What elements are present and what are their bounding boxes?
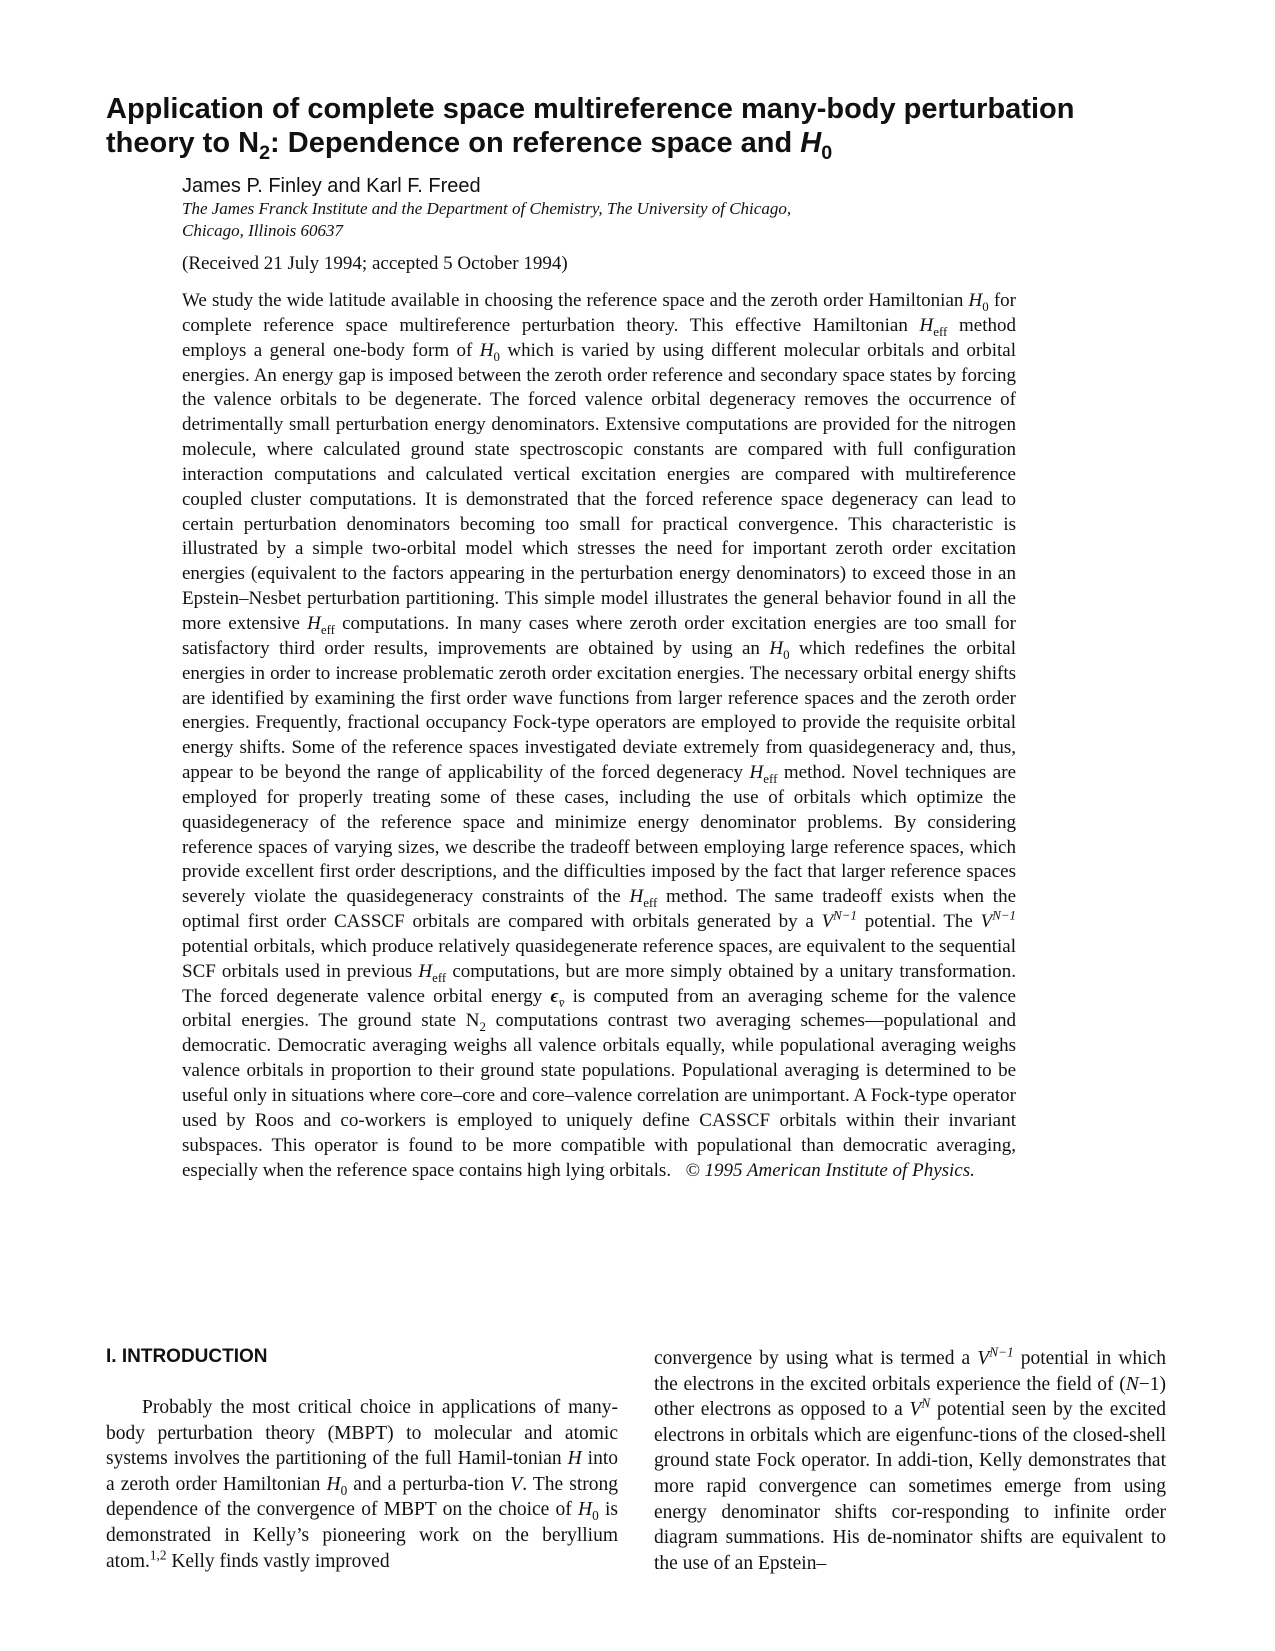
title-line-2: theory to $N_2$: Dependence on reference space and $H_0$ bbox=[106, 127, 833, 164]
citation-ref: 1,2 bbox=[149, 1547, 167, 1563]
intro-right-column: convergence by using what is termed a $V^{N-1}$ potential in which the electrons in the excited orbitals experience the field of (N−1) other electrons as opposed to a $V^N$ potential seen by the excited electrons in orbitals which are eigenfunc-tions of the closed-shell ground state Fock operator. In addi-tion, Kelly demonstrates that more rapid convergence can sometimes emerge from using energy denominator shifts cor-responding to infinite order diagram summations. His de-nominator shifts are equivalent to the use of an Epstein– bbox=[654, 1344, 1166, 1574]
author-list: James P. Finley and Karl F. Freed bbox=[182, 175, 481, 197]
copyright-notice: © 1995 American Institute of Physics. bbox=[685, 1159, 975, 1181]
section-heading: I. INTRODUCTION bbox=[106, 1346, 268, 1367]
paper-title bbox=[106, 92, 1186, 164]
title-line-1: Application of complete space multireference many-body perturbation bbox=[106, 93, 1075, 125]
affiliation: The James Franck Institute and the Department of Chemistry, The University of Chicago, Chicago, Illinois 60637 bbox=[182, 199, 792, 240]
abstract: We study the wide latitude available in choosing the reference space and the zeroth order Hamiltonian $H_0$ for complete reference space multireference perturbation theory. This effective Hamiltonian $H_{eff}$ method employs a general one-body form of $H_0$ which is varied by using different molecular orbitals and orbital energies. An energy gap is imposed between the zeroth order reference and secondary space states by forcing the valence orbitals to be degenerate. The forced valence orbital degeneracy removes the occurrence of detrimentally small perturbation energy denominators. Extensive computations are provided for the nitrogen molecule, where calculated ground state spectroscopic constants are compared with full configuration interaction computations and calculated vertical excitation energies are compared with multireference coupled cluster computations. It is demonstrated that the forced reference space degeneracy can lead to certain perturbation denominators becoming too small for practical convergence. This characteristic is illustrated by a simple two-orbital model which stresses the need for important zeroth order excitation energies (equivalent to the factors appearing in the perturbation energy denominators) to exceed those in an Epstein–Nesbet perturbation partitioning. This simple model illustrates the general behavior found in all the more extensive $H_{eff}$ computations. In many cases where zeroth order excitation energies are too small for satisfactory third order results, improvements are obtained by using an $H_0$ which redefines the orbital energies in order to increase problematic zeroth order excitation energies. The necessary orbital energy shifts are identified by examining the first order wave functions from larger reference spaces and the zeroth order energies. Frequently, fractional occupancy Fock-type operators are employed to provide the requisite orbital energy shifts. Some of the reference spaces investigated deviate extremely from quasidegeneracy and, thus, appear to be beyond the range of applicability of the forced degeneracy $H_{eff}$ method. Novel techniques are employed for properly treating some of these cases, including the use of orbitals which optimize the quasidegeneracy of the reference space and minimize energy denominator problems. By considering reference spaces of varying sizes, we describe the tradeoff between employing large reference spaces, which provide excellent first order descriptions, and the difficulties imposed by the fact that larger reference spaces severely violate the quasidegeneracy constraints of the $H_{eff}$ method. The same tradeoff exists when the optimal first order CASSCF orbitals are compared with orbitals generated by a $V^{N-1}$ potential. The $V^{N-1}$ potential orbitals, which produce relatively quasidegenerate reference spaces, are equivalent to the sequential SCF orbitals used in previous $H_{eff}$ computations, but are more simply obtained by a unitary transformation. The forced degenerate valence orbital energy $\epsilon_{v̄}$ is computed from an averaging scheme for the valence orbital energies. The ground state $N_2$ computations contrast two averaging schemes—populational and democratic. Democratic averaging weighs all valence orbitals equally, while populational averaging weighs valence orbitals in proportion to their ground state populations. Populational averaging is determined to be useful only in situations where core–core and core–valence correlation are unimportant. A Fock-type operator used by Roos and co-workers is employed to uniquely define CASSCF orbitals within their invariant subspaces. This operator is found to be more compatible with populational than democratic averaging, especially when the reference space contains high lying orbitals. © 1995 American Institute of Physics. bbox=[182, 290, 1017, 1181]
intro-left-column: Probably the most critical choice in applications of many-body perturbation theory (MBPT) to molecular and atomic systems involves the partitioning of the full Hamil-tonian H into a zeroth order Hamiltonian $H_0$ and a perturba-tion V. The strong dependence of the convergence of MBPT on the choice of $H_0$ is demonstrated in Kelly’s pioneering work on the beryllium atom.$^{1,2}$ Kelly finds vastly improved bbox=[106, 1397, 619, 1572]
received-dates: (Received 21 July 1994; accepted 5 October 1994) bbox=[182, 253, 568, 274]
